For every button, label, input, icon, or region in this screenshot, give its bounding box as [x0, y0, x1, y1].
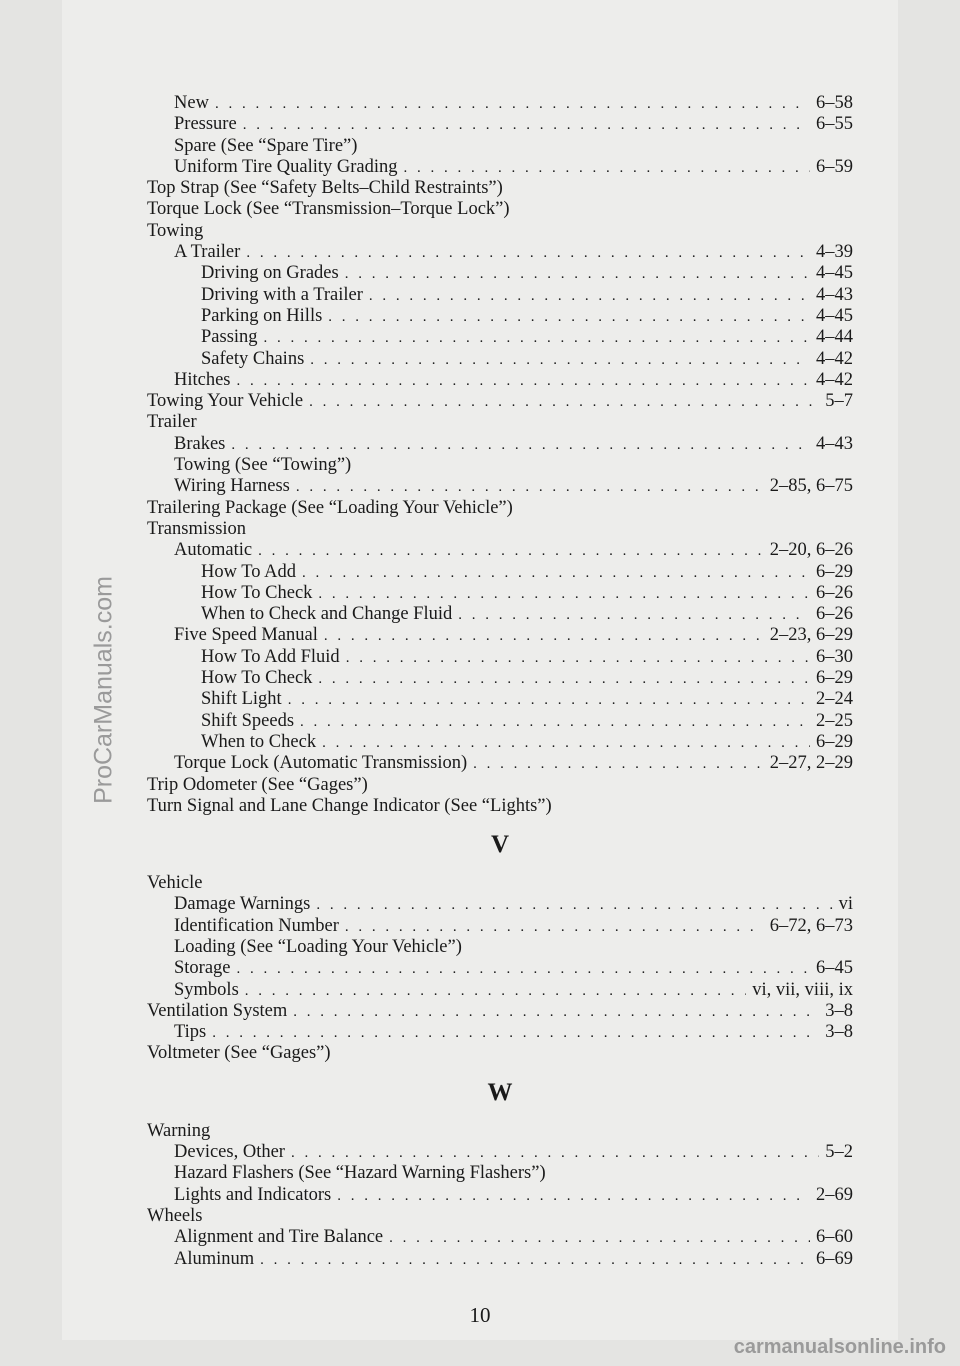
index-entry — [147, 980, 853, 1001]
index-entry — [147, 1121, 853, 1142]
index-entry-page: 2–85, 6–75 — [769, 476, 853, 497]
index-entry-label: Top Strap (See “Safety Belts–Child Restraints”) — [147, 178, 503, 199]
index-entry-label: How To Add Fluid — [201, 646, 340, 667]
index-entry-label: Devices, Other — [174, 1142, 285, 1163]
dot-leader — [260, 1250, 810, 1271]
index-entry-label: Shift Speeds — [201, 710, 295, 731]
index-entry — [147, 1001, 853, 1022]
dot-leader — [264, 328, 810, 349]
dot-leader — [346, 648, 810, 669]
dot-leader — [309, 392, 819, 413]
index-entry-page: 4–39 — [816, 242, 853, 263]
index-entry-page: 6–59 — [816, 156, 853, 177]
index-entry — [147, 775, 853, 796]
index-entry — [147, 519, 853, 540]
index-entry-page: 3–8 — [825, 1000, 853, 1021]
index-entry-label: Brakes — [174, 433, 226, 454]
dot-leader — [302, 563, 810, 584]
dot-leader — [458, 605, 810, 626]
index-entry-label: Voltmeter (See “Gages”) — [147, 1043, 331, 1064]
index-entry-page: 4–42 — [816, 369, 853, 390]
index-entry-label: Symbols — [174, 979, 239, 1000]
index-entry — [147, 732, 853, 753]
index-entry-page: 4–43 — [816, 433, 853, 454]
dot-leader — [369, 286, 810, 307]
index-entry-label: New — [174, 93, 209, 113]
dot-leader — [316, 895, 832, 916]
index-entry — [147, 370, 853, 391]
index-entry — [147, 647, 853, 668]
index-entry-label: When to Check and Change Fluid — [201, 604, 453, 625]
index-entry-page: 2–20, 6–26 — [769, 540, 853, 561]
index-entry — [147, 349, 853, 370]
index-entry-label: Towing (See “Towing”) — [174, 455, 352, 476]
index-entry-label: How To Check — [201, 582, 313, 603]
index-entry-label: Safety Chains — [201, 348, 305, 369]
watermark-bottom: carmanualsonline.info — [733, 1336, 946, 1358]
index-entry-page: 6–29 — [816, 668, 853, 689]
index-entry-page: 2–69 — [816, 1184, 853, 1205]
index-entry — [147, 604, 853, 625]
index-entry — [147, 796, 853, 817]
index-entry — [147, 540, 853, 561]
index-entry — [147, 306, 853, 327]
index-entry — [147, 668, 853, 689]
index-entry — [147, 1185, 853, 1206]
dot-leader — [246, 243, 810, 264]
index-entry — [147, 1043, 853, 1064]
index-entry-label: Spare (See “Spare Tire”) — [174, 135, 358, 156]
index-entry-page: 4–44 — [816, 327, 853, 348]
section-letter: W — [487, 1078, 513, 1106]
dot-leader — [337, 1186, 810, 1207]
dot-leader — [389, 1228, 810, 1249]
index-entry-page: 6–29 — [816, 561, 853, 582]
index-entry — [147, 157, 853, 178]
index-entry-page: 6–29 — [816, 731, 853, 752]
index-entry-label: Storage — [174, 958, 231, 979]
index-entry-label: Driving on Grades — [201, 263, 339, 284]
dot-leader — [245, 981, 746, 1002]
index-entry-label: Towing — [147, 220, 204, 241]
index-entry — [147, 1249, 853, 1270]
index-entry-label: Lights and Indicators — [174, 1184, 332, 1205]
dot-leader — [215, 94, 810, 115]
index-entry — [147, 242, 853, 263]
index-entry-label: Hitches — [174, 369, 231, 390]
index-entry-label: Alignment and Tire Balance — [174, 1227, 384, 1248]
dot-leader — [310, 350, 810, 371]
dot-leader — [237, 959, 810, 980]
index-entry-page: 2–27, 2–29 — [769, 753, 853, 774]
index-entry-label: Loading (See “Loading Your Vehicle”) — [174, 936, 462, 957]
index-entry-page: 2–23, 6–29 — [769, 625, 853, 646]
index-entry-page: 6–26 — [816, 604, 853, 625]
index-entry — [147, 958, 853, 979]
page-number: 10 — [469, 1303, 491, 1327]
dot-leader — [322, 733, 810, 754]
index-entry-page: 5–7 — [825, 391, 853, 412]
dot-leader — [296, 477, 764, 498]
index-entry-page: 3–8 — [825, 1022, 853, 1043]
index-entry — [147, 178, 853, 199]
index-entry — [147, 263, 853, 284]
dot-leader — [212, 1023, 819, 1044]
index-entry-page: vi — [838, 894, 853, 915]
index-entry — [147, 583, 853, 604]
index-entry — [147, 1163, 853, 1184]
index-entry-label: Aluminum — [174, 1248, 255, 1269]
index-entry — [147, 625, 853, 646]
dot-leader — [345, 264, 810, 285]
dot-leader — [258, 541, 764, 562]
index-entry-label: A Trailer — [174, 242, 241, 263]
dot-leader — [291, 1143, 819, 1164]
index-entry-label: Torque Lock (See “Transmission–Torque Lock”) — [147, 199, 510, 220]
dot-leader — [328, 307, 810, 328]
index-entry-label: Hazard Flashers (See “Hazard Warning Flashers”) — [174, 1163, 546, 1184]
index-entry-label: Towing Your Vehicle — [147, 391, 304, 412]
index-entry — [147, 916, 853, 937]
index-entry-page: 6–26 — [816, 582, 853, 603]
index-entry-label: Damage Warnings — [174, 894, 311, 915]
index-entry-page: 6–30 — [816, 646, 853, 667]
index-entry — [147, 412, 853, 433]
dot-leader — [288, 690, 810, 711]
index-entry — [147, 711, 853, 732]
index-entry-label: Vehicle — [147, 873, 203, 894]
index-entry-label: Transmission — [147, 518, 247, 539]
index-entry — [147, 689, 853, 710]
index-entry — [147, 1022, 853, 1043]
index-entry-page: 2–25 — [816, 710, 853, 731]
index-entry-label: Trailer — [147, 412, 197, 433]
index-entry-label: Passing — [201, 327, 258, 348]
index-entry — [147, 434, 853, 455]
index-entry-label: Tips — [174, 1022, 207, 1043]
index-entry — [147, 114, 853, 135]
index-entry — [147, 498, 853, 519]
index-list — [147, 93, 853, 1270]
index-entry-label: Wheels — [147, 1205, 203, 1226]
index-entry-page: 4–43 — [816, 284, 853, 305]
index-entry — [147, 199, 853, 220]
dot-leader — [237, 371, 810, 392]
index-entry-label: Driving with a Trailer — [201, 284, 363, 305]
index-entry-page: 6–58 — [816, 93, 853, 113]
index-entry-label: Shift Light — [201, 689, 282, 710]
index-entry-page: 4–42 — [816, 348, 853, 369]
index-entry-page: 5–2 — [825, 1142, 853, 1163]
index-entry — [147, 391, 853, 412]
index-entry-label: Pressure — [174, 114, 237, 135]
index-entry-label: How To Check — [201, 668, 313, 689]
index-entry-label: Identification Number — [174, 915, 339, 936]
index-entry — [147, 327, 853, 348]
index-entry-label: Five Speed Manual — [174, 625, 318, 646]
index-entry-label: Automatic — [174, 540, 253, 561]
index-entry-label: Warning — [147, 1120, 211, 1141]
index-entry-label: How To Add — [201, 561, 296, 582]
index-entry — [147, 1142, 853, 1163]
index-entry — [147, 136, 853, 157]
index-entry-label: Trip Odometer (See “Gages”) — [147, 774, 368, 795]
index-entry-page: 2–24 — [816, 689, 853, 710]
dot-leader — [345, 917, 764, 938]
index-entry-label: Trailering Package (See “Loading Your Vehicle”) — [147, 497, 513, 518]
index-entry — [147, 455, 853, 476]
index-entry-label: When to Check — [201, 731, 317, 752]
dot-leader — [473, 754, 764, 775]
index-entry-label: Ventilation System — [147, 1000, 288, 1021]
index-entry — [147, 476, 853, 497]
index-entry — [147, 873, 853, 894]
dot-leader — [318, 669, 810, 690]
index-entry — [147, 562, 853, 583]
section-letter: V — [490, 831, 510, 859]
index-entry — [147, 1206, 853, 1227]
dot-leader — [324, 626, 764, 647]
index-entry — [147, 285, 853, 306]
index-entry-page: vi, vii, viii, ix — [752, 979, 853, 1000]
index-entry-page: 4–45 — [816, 263, 853, 284]
index-entry — [147, 93, 853, 114]
index-entry-page: 6–72, 6–73 — [769, 915, 853, 936]
index-entry — [147, 221, 853, 242]
index-entry-label: Parking on Hills — [201, 305, 323, 326]
dot-leader — [300, 712, 810, 733]
index-entry-page: 6–69 — [816, 1248, 853, 1269]
index-entry-page: 6–60 — [816, 1227, 853, 1248]
index-entry-label: Turn Signal and Lane Change Indicator (See “Lights”) — [147, 795, 552, 816]
index-entry-label: Wiring Harness — [174, 476, 290, 497]
index-entry-page: 4–45 — [816, 305, 853, 326]
index-entry — [147, 894, 853, 915]
watermark-left: ProCarManuals.com — [89, 576, 118, 804]
dot-leader — [404, 158, 810, 179]
dot-leader — [318, 584, 810, 605]
dot-leader — [243, 115, 810, 136]
index-entry-label: Uniform Tire Quality Grading — [174, 156, 398, 177]
index-entry-label: Torque Lock (Automatic Transmission) — [174, 753, 468, 774]
index-entry-page: 6–55 — [816, 114, 853, 135]
index-entry — [147, 753, 853, 774]
dot-leader — [293, 1002, 819, 1023]
index-entry-page: 6–45 — [816, 958, 853, 979]
dot-leader — [231, 435, 810, 456]
index-entry — [147, 1227, 853, 1248]
index-entry — [147, 937, 853, 958]
